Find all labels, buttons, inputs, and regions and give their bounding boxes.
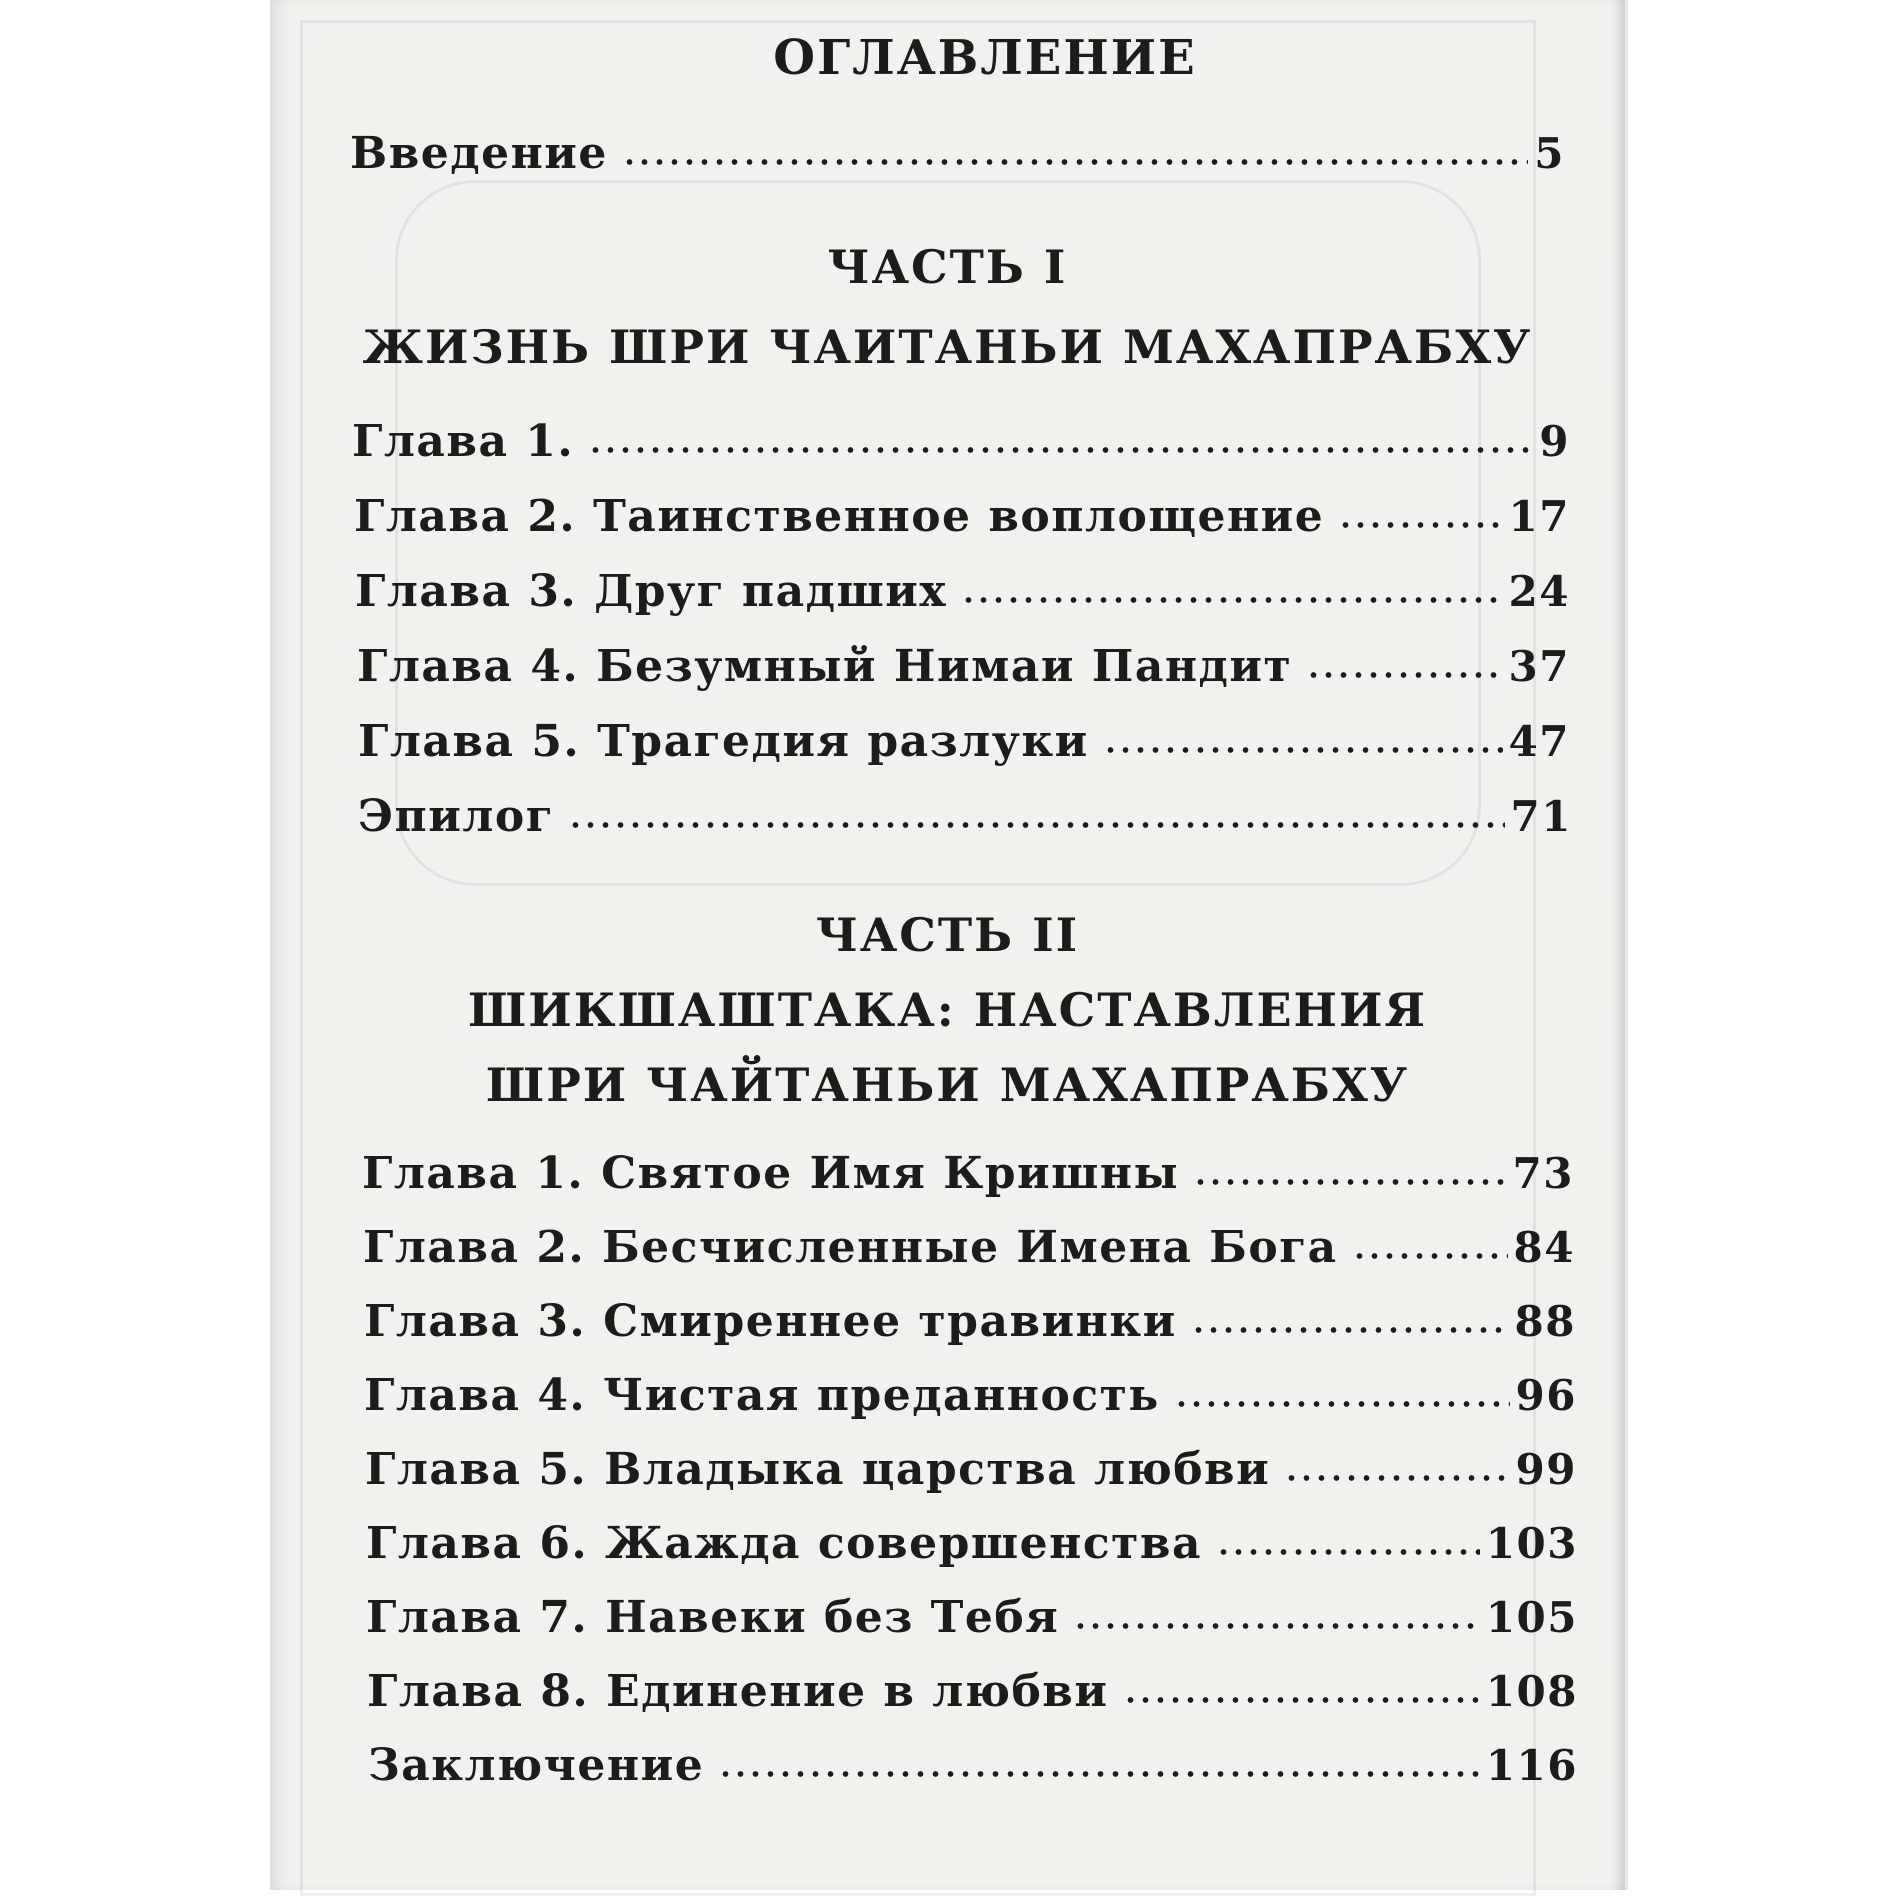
dot-leader <box>1123 1696 1480 1704</box>
part2-subtitle-line2: ШРИ ЧАЙТАНЬИ МАХАПРАБХУ <box>485 1058 1410 1112</box>
toc-entry-intro <box>350 128 1565 188</box>
entry-page-number: 105 <box>1485 1593 1578 1642</box>
entry-label: Заключение <box>368 1740 705 1791</box>
dot-leader <box>1306 671 1502 679</box>
entry-page-number: 73 <box>1512 1149 1574 1198</box>
entry-page-number: 108 <box>1485 1667 1578 1716</box>
entry-label: Глава 3. Смиреннее травинки <box>364 1296 1177 1347</box>
entry-page-number: 96 <box>1515 1371 1577 1420</box>
dot-leader <box>622 158 1528 166</box>
toc-entry <box>363 1222 1575 1282</box>
toc-title: ОГЛАВЛЕНИЕ <box>773 30 1197 86</box>
entry-page-number: 116 <box>1485 1741 1578 1790</box>
dot-leader <box>1216 1548 1480 1556</box>
entry-label: Глава 4. Чистая преданность <box>364 1370 1160 1421</box>
toc-entry <box>365 1444 1577 1504</box>
toc-entry <box>358 716 1570 776</box>
entry-label: Глава 3. Друг падших <box>355 566 948 617</box>
entry-label: Глава 8. Единение в любви <box>367 1666 1109 1717</box>
toc-entry <box>355 566 1570 626</box>
dot-leader <box>588 446 1533 454</box>
entry-page-number: 47 <box>1508 717 1570 766</box>
entry-page-number: 37 <box>1508 642 1570 691</box>
entry-page-number: 17 <box>1508 492 1570 541</box>
entry-label: Глава 4. Безумный Нимаи Пандит <box>357 641 1293 692</box>
entry-page-number: 24 <box>1508 567 1570 616</box>
dot-leader <box>961 596 1502 604</box>
dot-leader <box>1174 1400 1510 1408</box>
part2-heading: ЧАСТЬ II <box>815 908 1080 962</box>
toc-entry <box>357 641 1570 701</box>
entry-page-number: 84 <box>1513 1223 1575 1272</box>
entry-page-number: 99 <box>1515 1445 1577 1494</box>
dot-leader <box>568 821 1504 829</box>
entry-label: Глава 1. Святое Имя Кришны <box>362 1148 1180 1199</box>
dot-leader <box>718 1770 1480 1778</box>
entry-page-number: 88 <box>1514 1297 1576 1346</box>
dot-leader <box>1352 1252 1508 1260</box>
dot-leader <box>1193 1178 1506 1186</box>
part1-subtitle: ЖИЗНЬ ШРИ ЧАИТАНЬИ МАХАПРАБХУ <box>362 320 1533 374</box>
dot-leader <box>1284 1474 1509 1482</box>
entry-label: Глава 7. Навеки без Тебя <box>366 1592 1060 1643</box>
part2-subtitle-line1: ШИКШАШТАКА: НАСТАВЛЕНИЯ <box>467 983 1428 1037</box>
toc-entry <box>354 491 1570 551</box>
toc-entry <box>364 1370 1577 1430</box>
dot-leader <box>1073 1622 1480 1630</box>
entry-label: Глава 2. Бесчисленные Имена Бога <box>363 1222 1338 1273</box>
toc-entry <box>358 791 1572 851</box>
dot-leader <box>1338 521 1502 529</box>
toc-entry <box>364 1296 1576 1356</box>
entry-page-number: 5 <box>1534 129 1565 178</box>
entry-label: Эпилог <box>358 791 555 842</box>
toc-entry <box>352 416 1570 476</box>
toc-entry <box>368 1740 1578 1800</box>
toc-entry <box>362 1148 1574 1208</box>
entry-label: Глава 2. Таинственное воплощение <box>354 491 1325 542</box>
entry-page-number: 9 <box>1539 417 1570 466</box>
toc-entry <box>367 1666 1578 1726</box>
toc-entry <box>366 1592 1578 1652</box>
entry-page-number: 103 <box>1485 1519 1578 1568</box>
dot-leader <box>1103 746 1503 754</box>
entry-label: Глава 5. Владыка царства любви <box>365 1444 1271 1495</box>
entry-label: Глава 6. Жажда совершенства <box>366 1518 1202 1569</box>
entry-label: Глава 1. <box>352 416 575 467</box>
entry-page-number: 71 <box>1510 792 1572 841</box>
entry-label: Глава 5. Трагедия разлуки <box>358 716 1089 767</box>
dot-leader <box>1191 1326 1509 1334</box>
toc-entry <box>366 1518 1578 1578</box>
part1-heading: ЧАСТЬ I <box>827 240 1068 294</box>
entry-label: Введение <box>350 128 608 179</box>
